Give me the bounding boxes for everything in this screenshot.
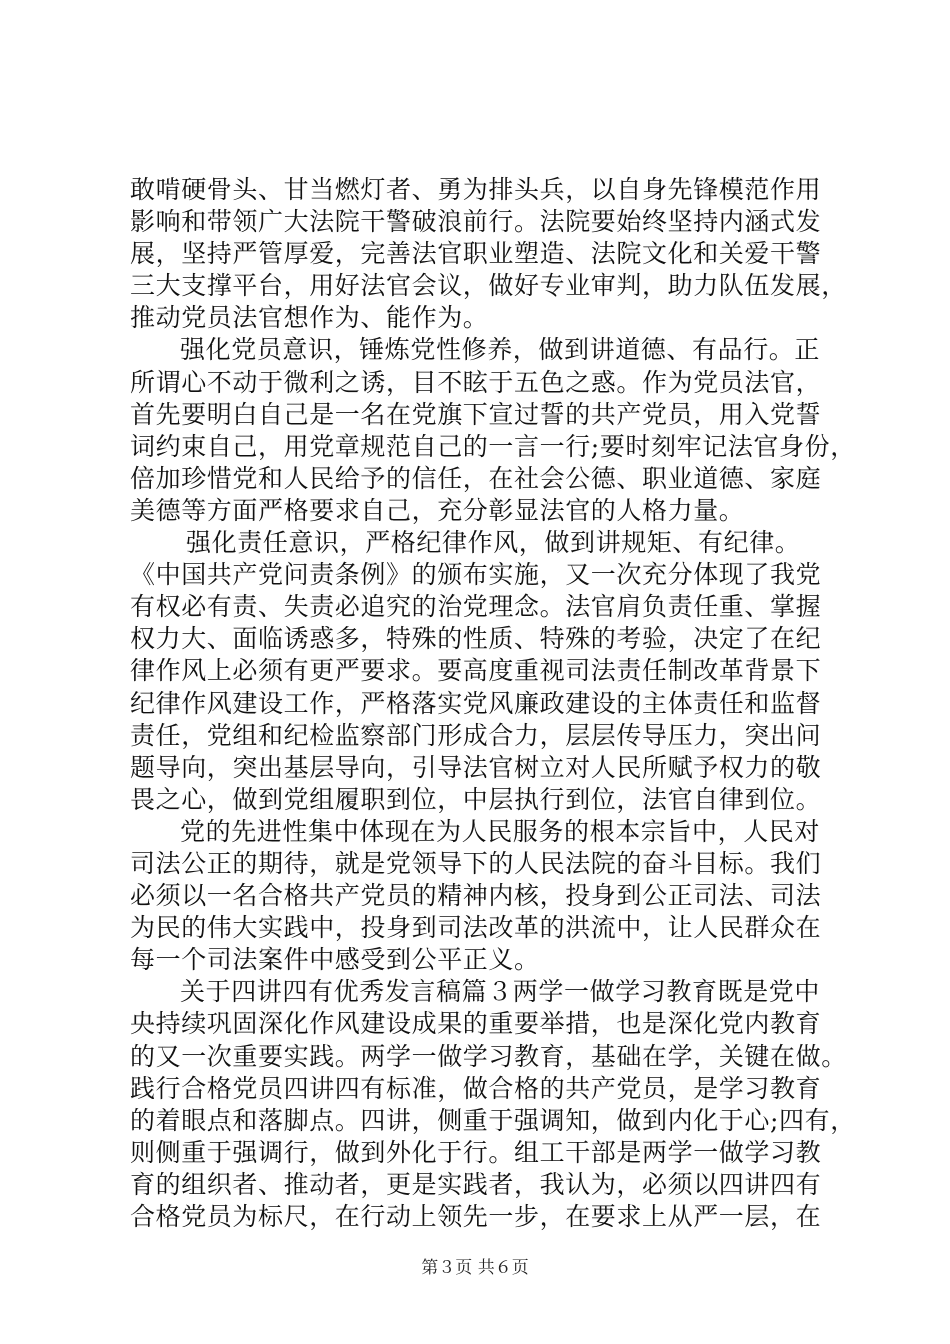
text-line: 合格党员为标尺，在行动上领先一步，在要求上从严一层，在 xyxy=(130,1202,822,1231)
text-line: 有权必有责、失责必追究的治党理念。法官肩负责任重、掌握 xyxy=(130,592,822,622)
text-line: 权力大、面临诱惑多，特殊的性质、特殊的考验，决定了在纪 xyxy=(130,624,822,654)
paragraph-start-line: 党的先进性集中体现在为人民服务的根本宗旨中，人民对 xyxy=(180,816,821,846)
text-line: 倍加珍惜党和人民给予的信任，在社会公德、职业道德、家庭 xyxy=(130,463,822,493)
text-line: 首先要明白自己是一名在党旗下宣过誓的共产党员，用入党誓 xyxy=(130,399,822,429)
text-line: 律作风上必须有更严要求。要高度重视司法责任制改革背景下 xyxy=(130,656,822,686)
text-line: 敢啃硬骨头、甘当燃灯者、勇为排头兵，以自身先锋模范作用 xyxy=(130,175,822,204)
text-line: 词约束自己，用党章规范自己的一言一行;要时刻牢记法官身份， xyxy=(130,431,856,461)
text-line: 美德等方面严格要求自己，充分彰显法官的人格力量。 xyxy=(130,495,745,525)
text-line: 育的组织者、推动者，更是实践者，我认为，必须以四讲四有 xyxy=(130,1169,822,1199)
text-line: 的着眼点和落脚点。四讲，侧重于强调知，做到内化于心;四有， xyxy=(130,1105,856,1135)
paragraph-start-line: 关于四讲四有优秀发言稿篇３两学一做学习教育既是党中 xyxy=(180,977,821,1007)
text-line: 纪律作风建设工作，严格落实党风廉政建设的主体责任和监督 xyxy=(130,688,822,718)
text-line: 践行合格党员四讲四有标准，做合格的共产党员，是学习教育 xyxy=(130,1073,822,1103)
text-line: 则侧重于强调行，做到外化于行。组工干部是两学一做学习教 xyxy=(130,1137,822,1167)
text-line: 为民的伟大实践中，投身到司法改革的洪流中，让人民群众在 xyxy=(130,913,822,943)
text-line: 所谓心不动于微利之诱，目不眩于五色之惑。作为党员法官， xyxy=(130,367,822,397)
page-number-label: 第３页 共６页 xyxy=(421,1258,529,1278)
text-line: 影响和带领广大法院干警破浪前行。法院要始终坚持内涵式发 xyxy=(130,207,822,237)
body-text xyxy=(130,174,856,1233)
text-line: 必须以一名合格共产党员的精神内核，投身到公正司法、司法 xyxy=(130,881,822,911)
text-line: 每一个司法案件中感受到公平正义。 xyxy=(130,945,540,975)
text-line: 《中国共产党问责条例》的颁布实施，又一次充分体现了我党 xyxy=(130,560,822,590)
text-line: 央持续巩固深化作风建设成果的重要举措，也是深化党内教育 xyxy=(130,1009,822,1039)
text-line: 推动党员法官想作为、能作为。 xyxy=(130,303,489,333)
paragraph-start-line: 强化责任意识，严格纪律作风，做到讲规矩、有纪律。 xyxy=(186,528,801,558)
text-line: 的又一次重要实践。两学一做学习教育，基础在学，关键在做。 xyxy=(130,1041,847,1071)
text-line: 责任，党组和纪检监察部门形成合力，层层传导压力，突出问 xyxy=(130,720,822,750)
text-line: 题导向，突出基层导向，引导法官树立对人民所赋予权力的敬 xyxy=(130,752,822,782)
text-line: 展，坚持严管厚爱，完善法官职业塑造、法院文化和关爱干警 xyxy=(130,239,822,269)
paragraph-start-line: 强化党员意识，锤炼党性修养，做到讲道德、有品行。正 xyxy=(180,335,821,365)
text-line: 三大支撑平台，用好法官会议，做好专业审判，助力队伍发展， xyxy=(130,271,847,301)
page-footer xyxy=(0,1258,950,1278)
text-line: 司法公正的期待，就是党领导下的人民法院的奋斗目标。我们 xyxy=(130,848,822,878)
text-line: 畏之心，做到党组履职到位，中层执行到位，法官自律到位。 xyxy=(130,784,822,814)
